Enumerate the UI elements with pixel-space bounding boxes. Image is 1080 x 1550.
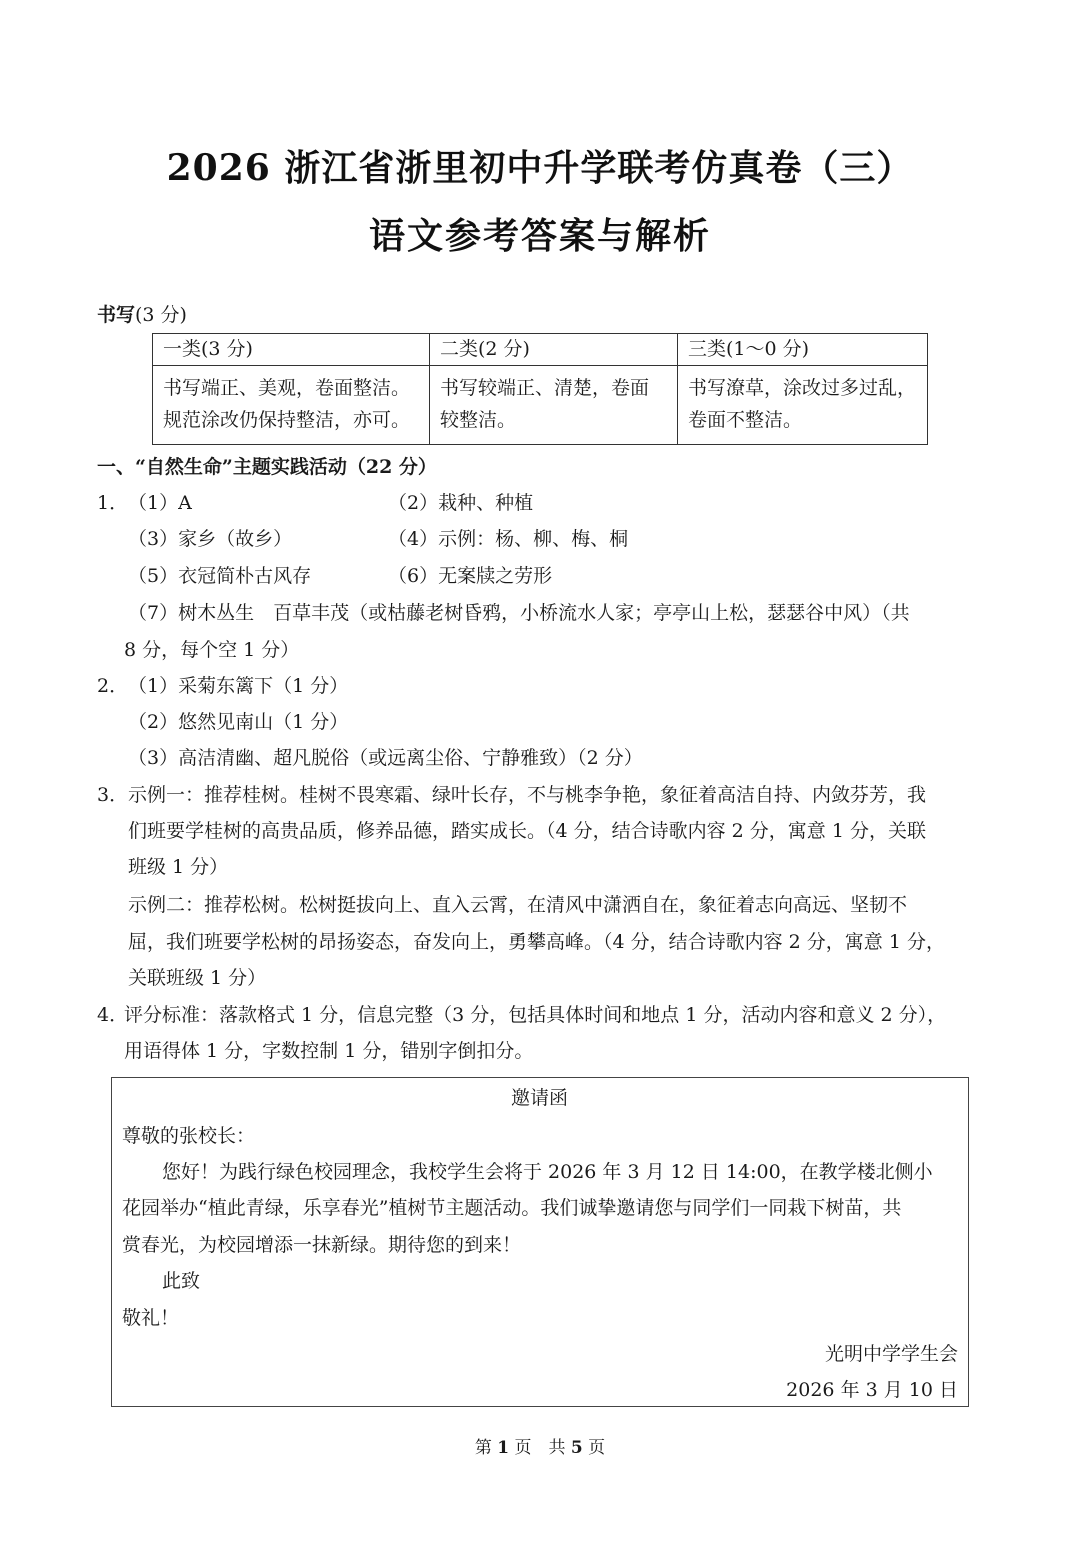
invitation-closing1: 此致 bbox=[162, 1270, 201, 1292]
rubric-line: 卷面不整洁。 bbox=[688, 409, 803, 431]
q1-answer-7-cont: 8 分，每个空 1 分） bbox=[124, 639, 300, 661]
rubric-line: 书写较端正、清楚，卷面 bbox=[440, 377, 650, 399]
rubric-line: 规范涂改仍保持整洁，亦可。 bbox=[163, 409, 411, 431]
q1-answer-3: （3）家乡（故乡） bbox=[128, 528, 293, 550]
writing-score: (3 分) bbox=[135, 304, 187, 326]
rubric-head: 一类(3 分) bbox=[153, 334, 429, 366]
rubric-column-grade1 bbox=[153, 334, 429, 444]
rubric-line: 书写端正、美观，卷面整洁。 bbox=[163, 377, 411, 399]
q1-answer-6: （6）无案牍之劳形 bbox=[388, 565, 553, 587]
q4-number: 4． bbox=[97, 1004, 129, 1026]
rubric-body bbox=[153, 372, 429, 436]
footer-suffix: 页 bbox=[588, 1438, 606, 1458]
writing-rubric-table bbox=[152, 333, 928, 445]
writing-heading bbox=[97, 302, 187, 328]
q2-answer-3: （3）高洁清幽、超凡脱俗（或远离尘俗、宁静雅致）（2 分） bbox=[128, 747, 643, 769]
footer-prefix: 第 bbox=[474, 1438, 492, 1458]
invitation-body-line2: 花园举办“植此青绿，乐享春光”植树节主题活动。我们诚挚邀请您与同学们一同栽下树苗，共 bbox=[122, 1197, 902, 1219]
rubric-body bbox=[430, 372, 677, 436]
q4-criteria-line1: 评分标准：落款格式 1 分，信息完整（3 分，包括具体时间和地点 1 分，活动内容和意义 2 分）， bbox=[124, 1004, 947, 1026]
rubric-head: 二类(2 分) bbox=[430, 334, 677, 366]
rubric-body bbox=[678, 372, 927, 436]
q3-example1-line2: 们班要学桂树的高贵品质，修养品德，踏实成长。（4 分，结合诗歌内容 2 分，寓意 1 分，关联 bbox=[128, 820, 926, 842]
invitation-title: 邀请函 bbox=[510, 1087, 568, 1109]
q3-number: 3． bbox=[97, 784, 129, 806]
q1-answer-2: （2）栽种、种植 bbox=[388, 492, 534, 514]
document-subtitle: 语文参考答案与解析 bbox=[368, 215, 711, 257]
invitation-signature: 光明中学学生会 bbox=[824, 1343, 958, 1365]
invitation-date: 2026 年 3 月 10 日 bbox=[786, 1379, 958, 1401]
q2-answer-1: （1）采菊东篱下（1 分） bbox=[128, 675, 349, 697]
q2-number: 2． bbox=[97, 675, 129, 697]
q3-example2-line2: 屈，我们班要学松树的昂扬姿态，奋发向上，勇攀高峰。（4 分，结合诗歌内容 2 分，寓意 1 分， bbox=[128, 931, 945, 953]
invitation-salutation: 尊敬的张校长： bbox=[122, 1125, 256, 1147]
q3-example2-line1: 示例二：推荐松树。松树挺拔向上、直入云霄，在清风中潇洒自在，象征着志向高远、坚韧不 bbox=[128, 894, 908, 916]
q2-answer-2: （2）悠然见南山（1 分） bbox=[128, 711, 349, 733]
q3-example1-line1: 示例一：推荐桂树。桂树不畏寒霜、绿叶长存，不与桃李争艳，象征着高洁自持、内敛芬芳，我 bbox=[128, 784, 927, 806]
q1-answer-7: （7）树木丛生 百草丰茂（或枯藤老树昏鸦，小桥流水人家；亭亭山上松，瑟瑟谷中风）（共 bbox=[128, 602, 910, 624]
invitation-letter-box bbox=[111, 1077, 969, 1407]
writing-label: 书写 bbox=[97, 304, 136, 326]
q1-answer-5: （5）衣冠简朴古风存 bbox=[128, 565, 312, 587]
rubric-column-grade3 bbox=[677, 334, 927, 444]
rubric-column-grade2 bbox=[429, 334, 677, 444]
invitation-body-line1: 您好！为践行绿色校园理念，我校学生会将于 2026 年 3 月 12 日 14:00，在教学楼北侧小 bbox=[162, 1161, 933, 1183]
q1-number: 1． bbox=[97, 492, 129, 514]
invitation-closing2: 敬礼！ bbox=[122, 1307, 180, 1329]
invitation-body-line3: 赏春光，为校园增添一抹新绿。期待您的到来！ bbox=[122, 1234, 522, 1256]
rubric-line: 书写潦草，涂改过多过乱， bbox=[688, 377, 917, 399]
q1-answer-4: （4）示例：杨、柳、梅、桐 bbox=[388, 528, 629, 550]
q1-answer-1: （1）A bbox=[128, 492, 192, 514]
q3-example1-line3: 班级 1 分） bbox=[128, 856, 229, 878]
rubric-line: 较整洁。 bbox=[440, 409, 517, 431]
q4-criteria-line2: 用语得体 1 分，字数控制 1 分，错别字倒扣分。 bbox=[124, 1040, 534, 1062]
q3-example2-line3: 关联班级 1 分） bbox=[128, 967, 267, 989]
page-number-footer bbox=[0, 1433, 1080, 1458]
footer-middle: 页 共 bbox=[514, 1438, 566, 1458]
total-page-count: 5 bbox=[570, 1438, 583, 1458]
current-page-number: 1 bbox=[497, 1438, 510, 1458]
document-title: 2026 浙江省浙里初中升学联考仿真卷（三） bbox=[166, 147, 914, 189]
section1-heading: 一、“自然生命”主题实践活动（22 分） bbox=[97, 456, 437, 478]
rubric-head: 三类(1～0 分) bbox=[678, 334, 927, 366]
